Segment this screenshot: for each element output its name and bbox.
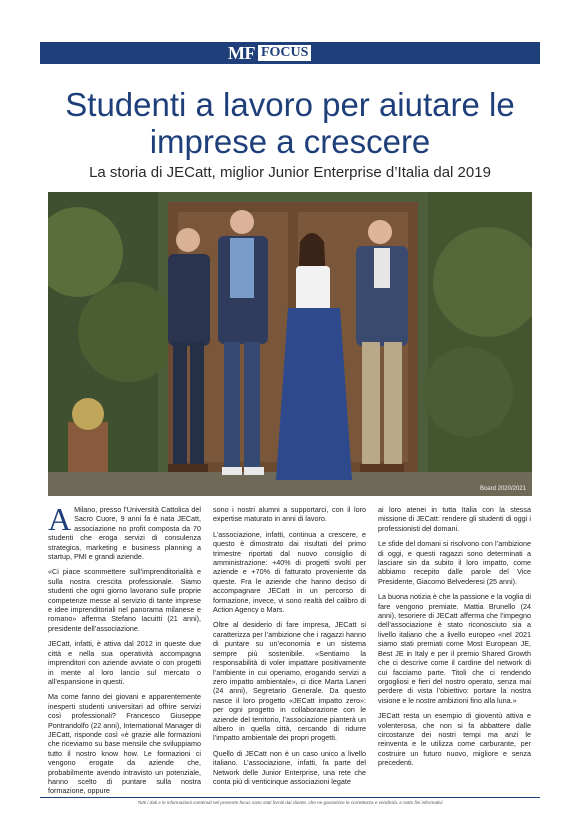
paragraph: ai loro atenei in tutta Italia con la stessa missione di JECatt: rendere gli studenti di oggi i professionisti del domani. (378, 505, 531, 533)
brand-focus: FOCUS (258, 45, 311, 61)
paragraph-text: Milano, presso l’Università Cattolica del Sacro Cuore, 9 anni fa è nata JECatt, associazione no profit composta da 70 studenti che eroga servizi di consulenza strategica, marketing e business planning a startup, PMI e grandi aziende. (48, 505, 201, 562)
team-photo-illustration (48, 192, 532, 496)
photo-credit: Board 2020/2021 (479, 486, 526, 492)
divider (40, 797, 540, 798)
article-column-1 (48, 501, 201, 796)
paragraph: JECatt, infatti, è attiva dal 2012 in queste due città e nella sua operatività accompagna imprenditori con aziende avviate o con progetti in mente al loro lancio sul mercato o all’espansione in questi. (48, 639, 201, 686)
paragraph: Le sfide del domani si risolvono con l’ambizione di oggi, e questi ragazzi sono determinati a lasciare sin da subito il loro impatto, come abbiamo recepito dalle parole del Vice Presidente, Giacomo Belvederesi (25 anni). (378, 539, 531, 586)
paragraph: sono i nostri alumni a supportarci, con il loro expertise maturato in anni di lavoro. (213, 505, 366, 524)
article-column-3 (378, 505, 531, 795)
article-body (48, 501, 532, 796)
paragraph: Oltre al desiderio di fare impresa, JECatt si caratterizza per l’ambizione che i ragazzi hanno di puntare su un’economia e un sistema sempre più sostenibile. «Sentiamo la responsabilità di voler impattare positivamente l’ambiente in cui operiamo, erogando servizi a zero impatto ambientale», ci dice Marta Laneri (24 anni), Segretario Generale. Da questo nasce il loro progetto «JECatt impatto zero»: per ogni progetto in collaborazione con le aziende del territorio, l’associazione pianterà un albero in quella città, cercando di ridurre l’impatto ambientale dei propri progetti. (213, 620, 366, 743)
paragraph: JECatt resta un esempio di gioventù attiva e volenterosa, che non si fa abbattere dalle circostanze dei nostri tempi ma anzi le reinventa e le utilizza come carburante, per costruire un futuro nuovo, migliore e senza precedenti. (378, 711, 531, 768)
article-subtitle: La storia di JECatt, miglior Junior Enterprise d’Italia dal 2019 (89, 164, 491, 181)
article-column-2 (213, 505, 366, 795)
article-title: Studenti a lavoro per aiutare le imprese a crescere (65, 86, 515, 160)
paragraph: «Ci piace scommettere sull’imprenditorialità e sulla nostra crescita professionale. Siamo studenti che ogni giorno lavorano sulle proprie competenze messe al servizio di tante imprese e idee imprenditoriali nel panorama milanese e romano» afferma Stefano Iacuitti (21 anni), presidente dell’associazione. (48, 567, 201, 633)
brand-mf: MF (228, 42, 255, 63)
disclaimer-footnote: Tutti i dati e le informazioni contenuti nel presente focus sono stati forniti dal cliente, che ne garantisce la correttezza e veridicità, e sotto fini informativi (137, 800, 443, 805)
paragraph: La buona notizia è che la passione e la voglia di fare vengono premiate. Mattia Brunello (24 anni), tesoriere di JECatt afferma che l’impegno dell’associazione è stato riconosciuto sia a livello italiano che a livello europeo «nel 2021 siamo stati premiati come Most European JE, Best JE in Italy e per il premio Shared Growth che ci descrive come il cardine del network di cui facciamo parte. Titoli che ci rendendo orgogliosi e fieri del nostro operato, senza mai perdere di vista l’obiettivo: portare la nostra visione e le nostre ambizioni fino alla luna.» (378, 592, 531, 705)
drop-cap: A (48, 501, 72, 537)
paragraph: L’associazione, infatti, continua a crescere, e questo è dimostrato dai risultati del primo trimestre riportati dal nuovo consiglio di amministrazione: +40% di progetti svolti per aziende e +70% di fatturato proveniente da queste. Fra le aziende che hanno deciso di accompagnare JECatt in un percorso di formazione, invece, vi sono realtà del calibro di Action Agency o Mars. (213, 529, 366, 615)
mf-focus-logo (228, 43, 311, 63)
paragraph: Quello di JECatt non è un caso unico a livello italiano. L’associazione, infatti, fa parte del Network delle Junior Enterprise, una rete che conta più di venticinque associazioni legate (213, 748, 366, 786)
paragraph: Ma come fanno dei giovani e apparentemente inesperti studenti universitari ad offrire servizi così professionali? Francesco Giuseppe Pontrandolfo (22 anni), International Manager di JECatt, risponde così «è grazie alle formazioni che riceviamo su base mensile che sviluppiamo tutto il nostro know how. Le formazioni ci vengono erogate da aziende che, probabilmente avendo intravisto un potenziale, hanno scelto di puntare sulla nostra formazione, oppure (48, 692, 201, 796)
team-photo (48, 192, 532, 496)
paragraph (48, 501, 201, 562)
